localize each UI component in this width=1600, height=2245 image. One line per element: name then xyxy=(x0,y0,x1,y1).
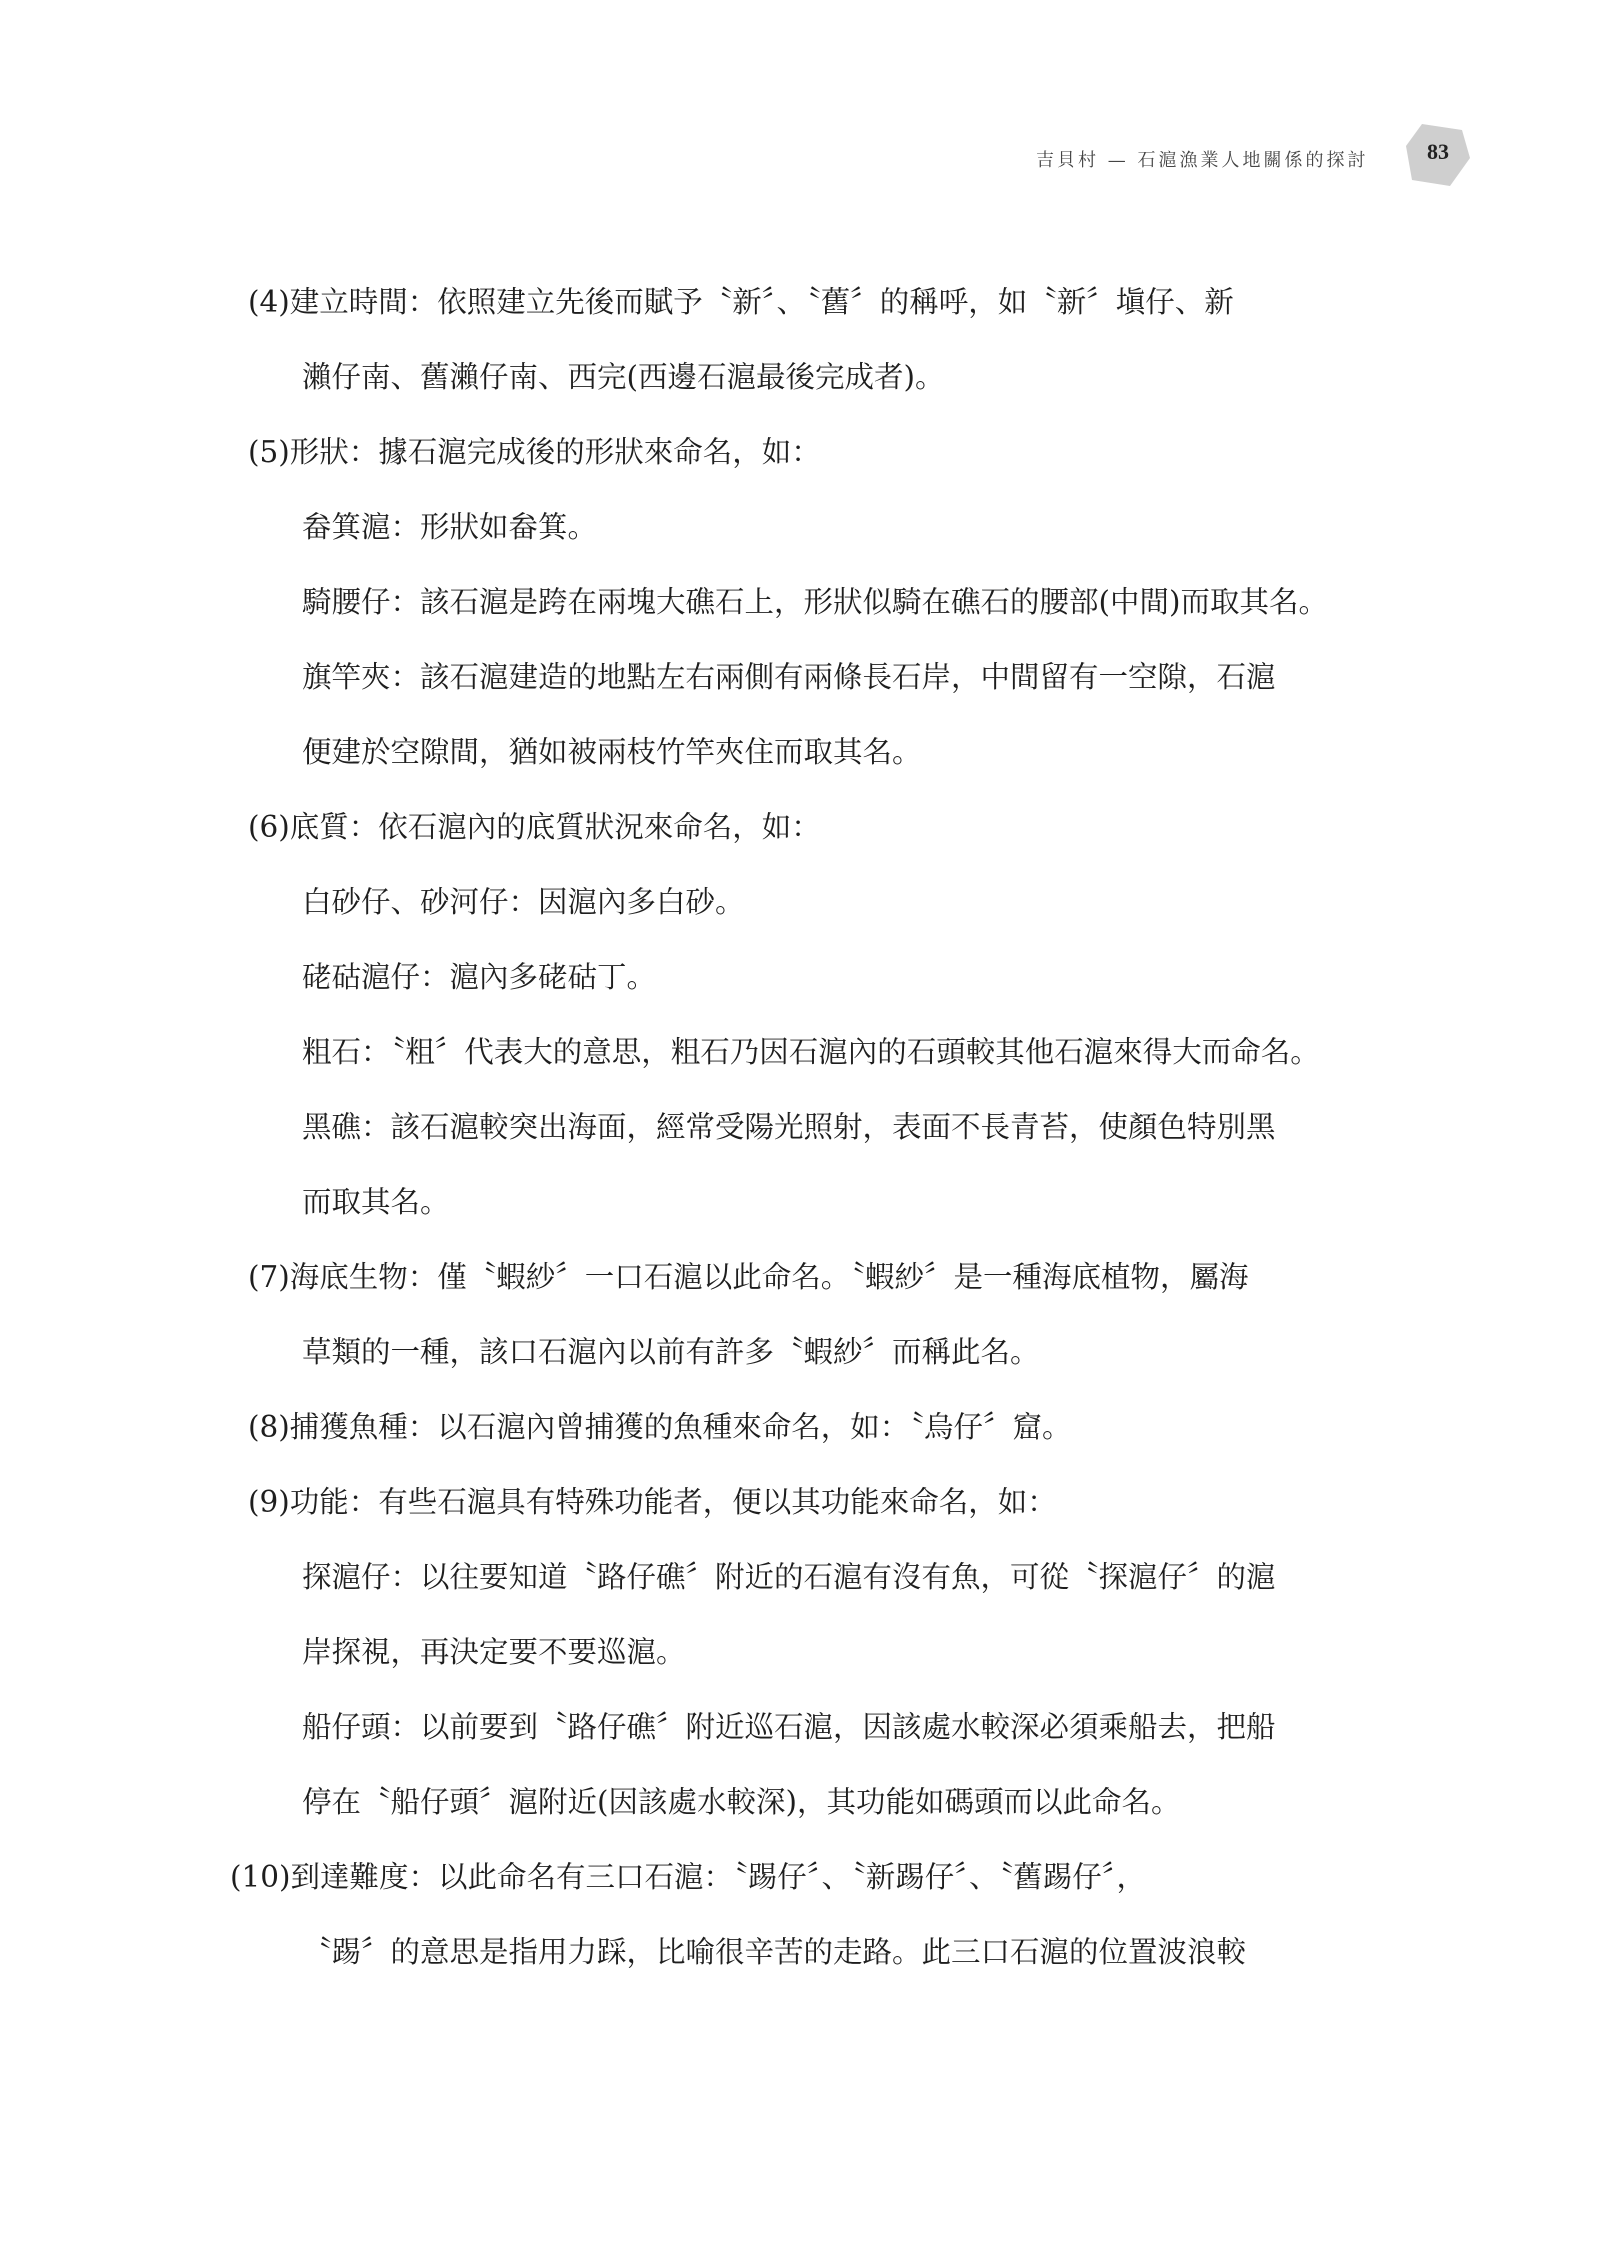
text-line: 畚箕滬：形狀如畚箕。 xyxy=(302,510,598,544)
text-line: 騎腰仔：該石滬是跨在兩塊大礁石上，形狀似騎在礁石的腰部(中間)而取其名。 xyxy=(302,585,1329,619)
page-number-badge xyxy=(1404,122,1472,188)
text-line: (5)形狀：據石滬完成後的形狀來命名，如： xyxy=(248,435,821,469)
text-line: 草類的一種，該口石滬內以前有許多〝蝦紗〞而稱此名。 xyxy=(302,1335,1040,1369)
text-line: 岸探視，再決定要不要巡滬。 xyxy=(302,1635,686,1669)
text-line: 而取其名。 xyxy=(302,1185,450,1219)
text-line: (6)底質：依石滬內的底質狀況來命名，如： xyxy=(248,810,821,844)
text-line: 探滬仔：以往要知道〝路仔礁〞附近的石滬有沒有魚，可從〝探滬仔〞的滬 xyxy=(302,1560,1276,1594)
page-number: 83 xyxy=(1427,139,1449,164)
text-line: 船仔頭：以前要到〝路仔礁〞附近巡石滬，因該處水較深必須乘船去，把船 xyxy=(302,1710,1276,1744)
text-line: 瀨仔南、舊瀨仔南、西完(西邊石滬最後完成者)。 xyxy=(302,360,945,394)
text-line: (7)海底生物：僅〝蝦紗〞一口石滬以此命名。〝蝦紗〞是一種海底植物，屬海 xyxy=(248,1260,1249,1294)
text-line: 硓𥑮滬仔：滬內多硓𥑮丁。 xyxy=(302,960,657,994)
text-line: (10)到達難度：以此命名有三口石滬：〝踢仔〞、〝新踢仔〞、〝舊踢仔〞， xyxy=(230,1860,1147,1894)
text-line: 黑礁：該石滬較突出海面，經常受陽光照射，表面不長青苔，使顏色特別黑 xyxy=(302,1110,1276,1144)
text-line: 旗竿夾：該石滬建造的地點左右兩側有兩條長石岸，中間留有一空隙，石滬 xyxy=(302,660,1276,694)
running-header: 吉貝村 — 石滬漁業人地關係的探討 xyxy=(1036,150,1369,171)
text-line: (8)捕獲魚種：以石滬內曾捕獲的魚種來命名，如：〝烏仔〞窟。 xyxy=(248,1410,1072,1444)
text-line: 便建於空隙間，猶如被兩枝竹竿夾住而取其名。 xyxy=(302,735,922,769)
text-line: (4)建立時間：依照建立先後而賦予〝新〞、〝舊〞的稱呼，如〝新〞塡仔、新 xyxy=(248,285,1234,319)
text-line: 停在〝船仔頭〞滬附近(因該處水較深)，其功能如碼頭而以此命名。 xyxy=(302,1785,1181,1819)
text-line: 白砂仔、砂河仔：因滬內多白砂。 xyxy=(302,885,745,919)
text-line: (9)功能：有些石滬具有特殊功能者，便以其功能來命名，如： xyxy=(248,1485,1057,1519)
text-line: 粗石：〝粗〞代表大的意思，粗石乃因石滬內的石頭較其他石滬來得大而命名。 xyxy=(302,1035,1320,1069)
text-line: 〝踢〞的意思是指用力踩，比喻很辛苦的走路。此三口石滬的位置波浪較 xyxy=(302,1935,1247,1969)
